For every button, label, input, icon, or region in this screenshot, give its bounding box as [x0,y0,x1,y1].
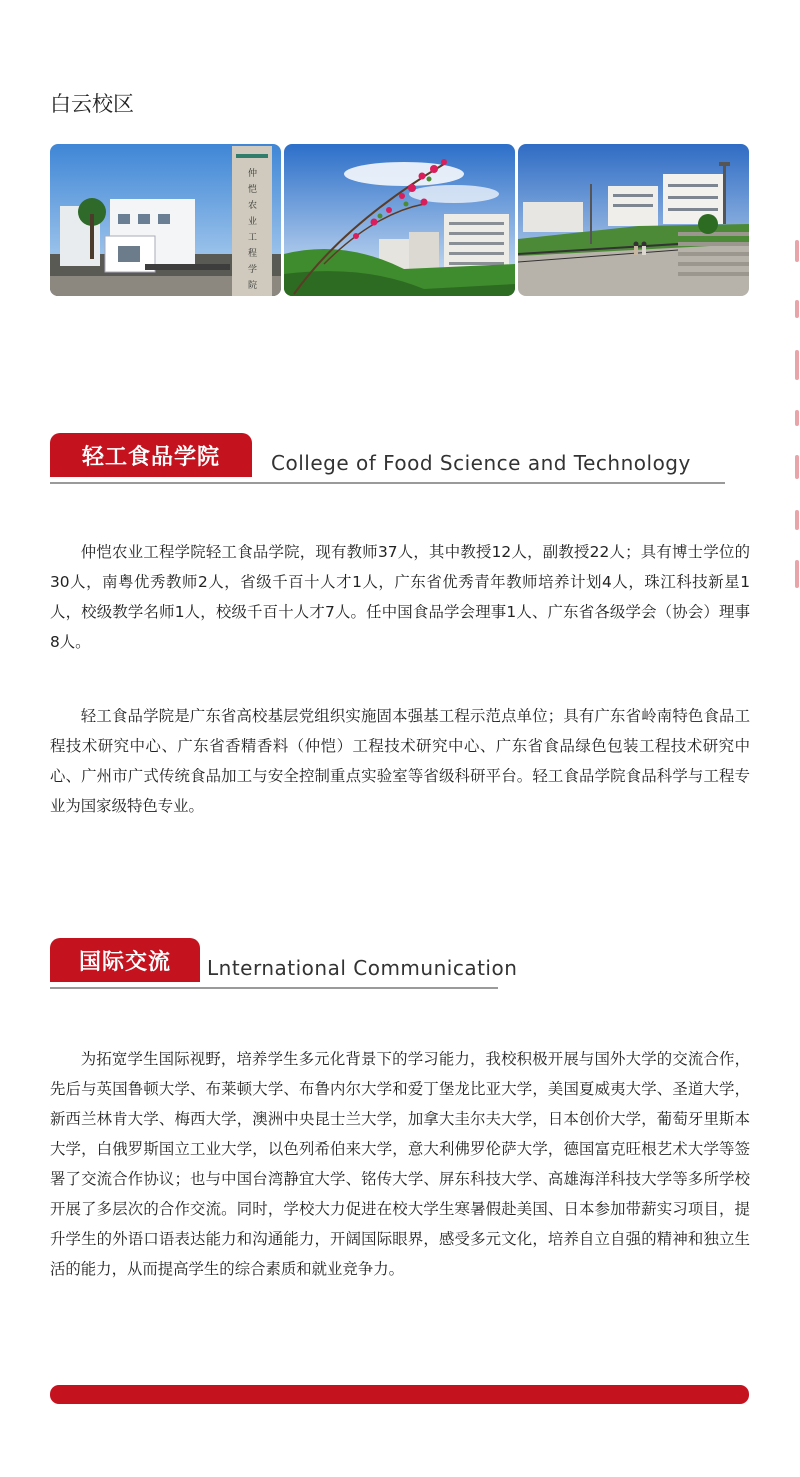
international-title-cn: 国际交流 [50,938,200,982]
svg-text:仲: 仲 [248,169,258,179]
food-college-paragraph-2: 轻工食品学院是广东省高校基层党组织实施固本强基工程示范点单位；具有广东省岭南特色食品工程技术研究中心、广东省香精香料（仲恺）工程技术研究中心、广东省食品绿色包装工程技术研究中心、广州市广式传统食品加工与安全控制重点实验室等省级科研平台。轻工食品学院食品科学与工程专业为国家级特色专业。 [50,707,750,815]
campus-flowers-buildings-photo [284,144,515,296]
page-edge-decoration [793,240,800,600]
svg-text:农: 农 [248,201,258,211]
international-header [50,938,518,992]
svg-text:恺: 恺 [248,185,258,195]
food-college-title-cn: 轻工食品学院 [50,433,252,477]
svg-text:学: 学 [248,265,258,275]
campus-stairs-buildings-photo [518,144,749,296]
international-paragraph-1: 为拓宽学生国际视野，培养学生多元化背景下的学习能力，我校积极开展与国外大学的交流合作，先后与英国鲁顿大学、布莱顿大学、布鲁内尔大学和爱丁堡龙比亚大学，美国夏威夷大学、圣道大学，新西兰林肯大学、梅西大学，澳洲中央昆士兰大学，加拿大圭尔夫大学，日本创价大学，葡萄牙里斯本大学，白俄罗斯国立工业大学，以色列希伯来大学，意大利佛罗伦萨大学，德国富克旺根艺术大学等签署了交流合作协议；也与中国台湾静宜大学、铭传大学、屏东科技大学、高雄海洋科技大学等多所学校开展了多层次的合作交流。同时，学校大力促进在校大学生寒暑假赴美国、日本参加带薪实习项目，提升学生的外语口语表达能力和沟通能力，开阔国际眼界，感受多元文化，培养自立自强的精神和独立生活的能力，从而提高学生的综合素质和就业竞争力。 [50,1050,750,1278]
campus-title: 白云校区 [50,92,134,116]
svg-text:业: 业 [248,217,258,227]
international-header-rule [50,987,498,989]
svg-text:工: 工 [248,233,258,243]
campus-gate-photo [50,144,281,296]
svg-text:院: 院 [248,281,258,291]
food-college-paragraph-1: 仲恺农业工程学院轻工食品学院，现有教师37人，其中教授12人，副教授22人；具有博士学位的30人，南粤优秀教师2人，省级千百十人才1人，广东省优秀青年教师培养计划4人，珠江科技新星1人，校级教学名师1人，校级千百十人才7人。任中国食品学会理事1人、广东省各级学会（协会）理事8人。 [50,543,750,651]
svg-text:程: 程 [248,249,258,259]
campus-photo-strip [50,144,749,296]
food-college-header-rule [50,482,725,484]
footer-bar [50,1385,749,1404]
food-college-header [50,433,725,485]
food-college-title-en: College of Food Science and Technology [271,451,691,475]
international-title-en: Lnternational Communication [207,956,518,980]
